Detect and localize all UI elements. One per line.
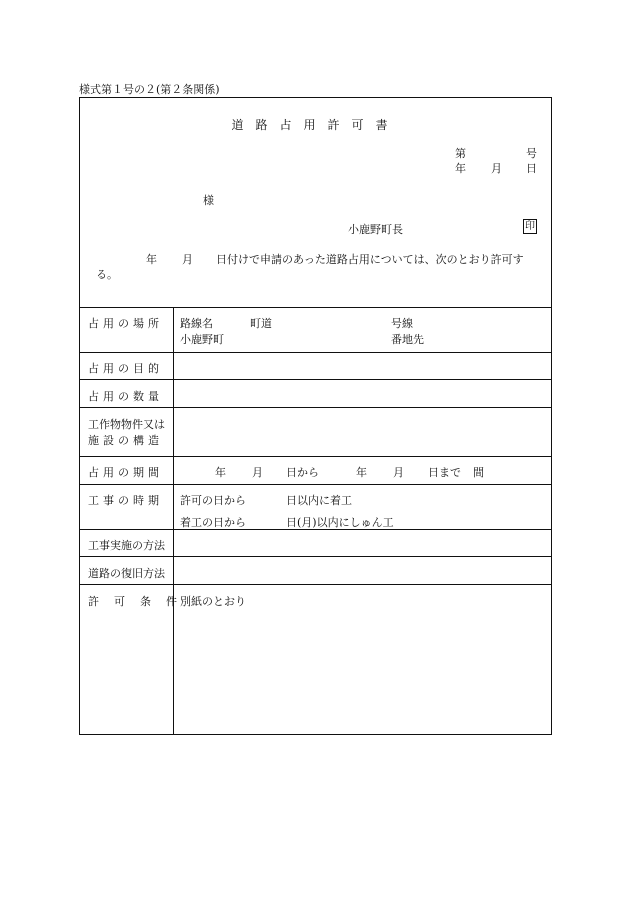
label-quantity (88, 388, 163, 404)
seal-mark (523, 219, 537, 234)
body-text-line1: 日付けで申請のあった道路占用については、次のとおり許可す (216, 253, 524, 266)
route-number-suffix: 号線 (391, 317, 413, 330)
label-text: 工事の時期 (88, 494, 163, 507)
date-year: 年 (455, 162, 466, 175)
permit-form (79, 97, 552, 735)
town-name: 小鹿野町 (180, 333, 224, 346)
town-road-label: 町道 (250, 317, 272, 330)
label-text: 占用の場所 (88, 317, 163, 330)
form-number-label: 様式第１号の２(第２条関係) (79, 83, 220, 96)
period-start-month: 月 (252, 466, 263, 479)
rule (80, 556, 551, 557)
rule (80, 484, 551, 485)
label-restoration-method: 道路の復旧方法 (88, 567, 165, 580)
date-day: 日 (526, 162, 537, 175)
start-within-days: 日以内に着工 (286, 494, 352, 507)
lot-number-suffix: 番地先 (391, 333, 424, 346)
conditions-value: 別紙のとおり (180, 595, 246, 608)
label-text: 施設の構造 (88, 434, 163, 447)
label-purpose (88, 360, 163, 376)
from-permit-date: 許可の日から (180, 494, 246, 507)
period-end-month: 月 (393, 466, 404, 479)
body-year: 年 (146, 253, 157, 266)
from-start-date: 着工の日から (180, 516, 246, 529)
label-construction-method: 工事実施の方法 (88, 539, 165, 552)
period-duration: 間 (473, 466, 484, 479)
period-end-year: 年 (356, 466, 367, 479)
label-structure-line1: 工作物物件又は (88, 418, 165, 431)
label-period (88, 464, 163, 480)
number-prefix: 第 (455, 147, 466, 160)
rule (80, 379, 551, 380)
addressee-honorific: 様 (203, 194, 214, 207)
number-suffix: 号 (526, 147, 537, 160)
label-structure-line2 (88, 432, 163, 448)
rule (80, 352, 551, 353)
column-divider (173, 307, 174, 734)
label-text: 許可条件 (88, 595, 192, 608)
issuer-name: 小鹿野町長 (348, 223, 403, 236)
seal-stamp: 印 (525, 221, 535, 232)
period-start-day: 日から (286, 466, 319, 479)
body-month: 月 (182, 253, 193, 266)
document-title: 道路占用許可書 (231, 118, 400, 132)
label-place (88, 315, 170, 331)
body-text-line2: る。 (96, 268, 118, 281)
period-end-day: 日まで (428, 466, 461, 479)
date-month: 月 (491, 162, 502, 175)
rule (80, 584, 551, 585)
label-text: 占用の期間 (88, 466, 163, 479)
rule (80, 456, 551, 457)
label-text: 占用の目的 (88, 362, 163, 375)
rule (80, 407, 551, 408)
label-construction-time (88, 492, 163, 508)
label-text: 占用の数量 (88, 390, 163, 403)
complete-within: 日(月)以内にしゅん工 (286, 516, 394, 529)
period-start-year: 年 (215, 466, 226, 479)
route-name-label: 路線名 (180, 317, 213, 330)
label-conditions (88, 593, 192, 609)
rule (80, 307, 551, 308)
